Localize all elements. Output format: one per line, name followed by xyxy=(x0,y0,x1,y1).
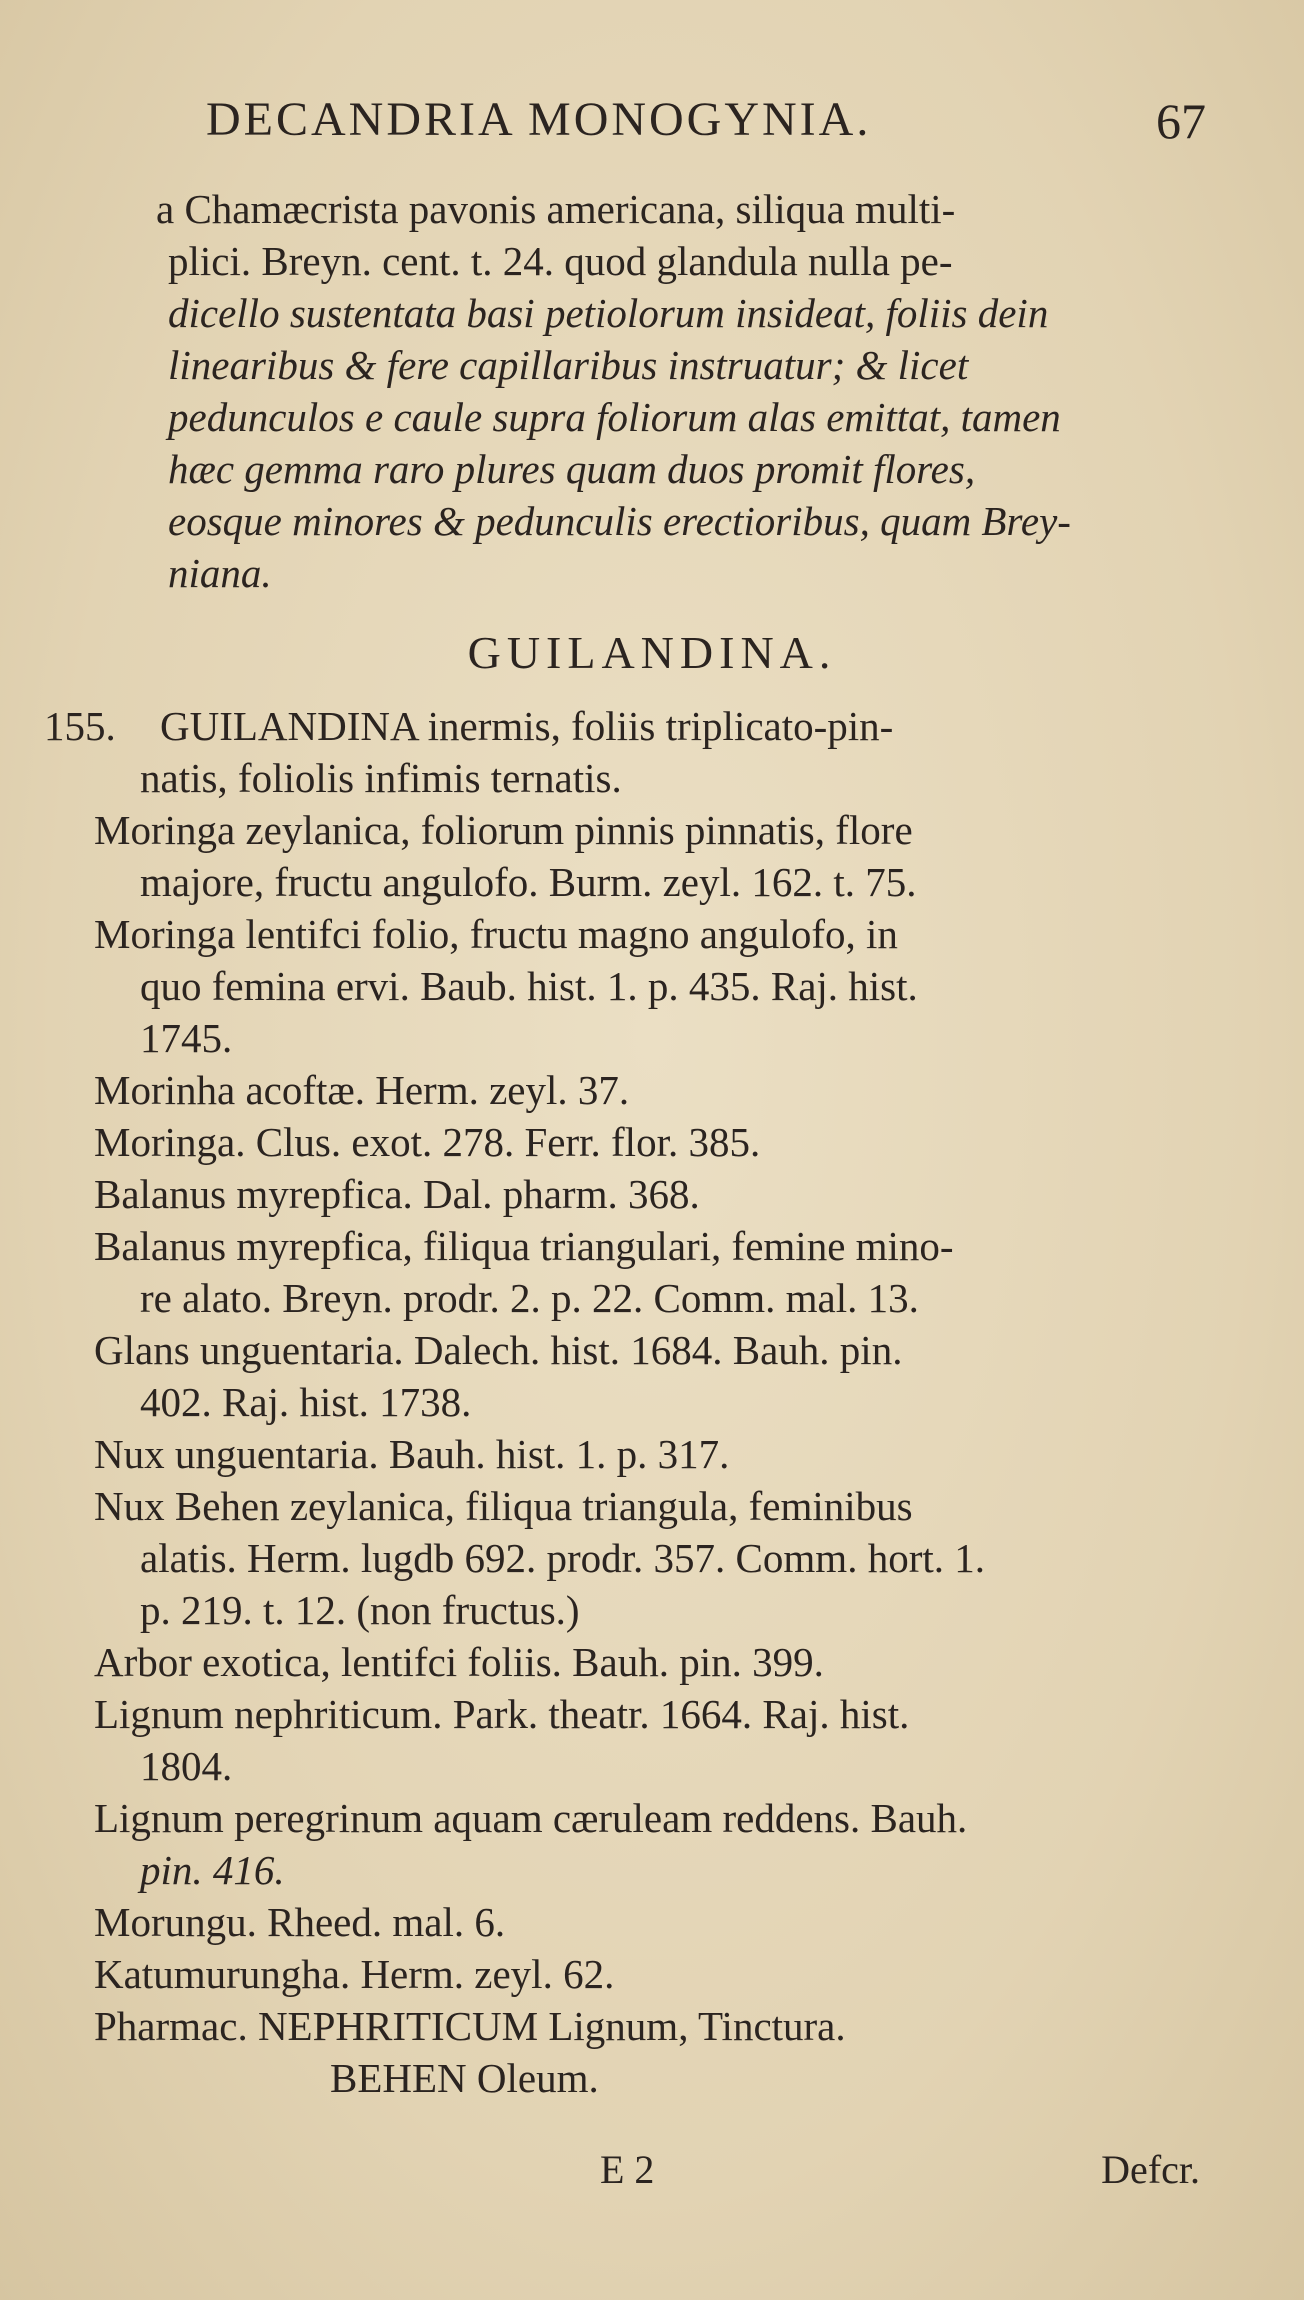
text-line: Nux Behen zeylanica, filiqua triangula, feminibus xyxy=(94,1483,913,1529)
text-line: Pharmac. NEPHRITICUM Lignum, Tinctura. xyxy=(94,2003,846,2049)
running-title: DECANDRIA MONOGYNIA. xyxy=(206,93,872,146)
text-line: Morinha acoftæ. Herm. zeyl. 37. xyxy=(94,1067,630,1113)
text-line: Lignum nephriticum. Park. theatr. 1664. Raj. hist. xyxy=(94,1691,910,1737)
text-line: Glans unguentaria. Dalech. hist. 1684. Bauh. pin. xyxy=(94,1327,903,1373)
text-line: quo femina ervi. Baub. hist. 1. p. 435. Raj. hist. xyxy=(140,963,918,1009)
text-line: hæc gemma raro plures quam duos promit flores, xyxy=(168,446,976,492)
text-line: dicello sustentata basi petiolorum insideat, foliis dein xyxy=(168,290,1049,336)
text-line: linearibus & fere capillaribus instruatur; & licet xyxy=(168,342,969,388)
text-line: Balanus myrepfica. Dal. pharm. 368. xyxy=(94,1171,700,1217)
text-line: Katumurungha. Herm. zeyl. 62. xyxy=(94,1951,615,1997)
text-line: eosque minores & pedunculis erectioribus, quam Brey- xyxy=(168,498,1071,544)
text-line: alatis. Herm. lugdb 692. prodr. 357. Comm. hort. 1. xyxy=(140,1535,985,1581)
text-line: a Chamæcrista pavonis americana, siliqua multi- xyxy=(156,186,956,232)
text-line: Moringa zeylanica, foliorum pinnis pinnatis, flore xyxy=(94,807,913,853)
text-line: Nux unguentaria. Bauh. hist. 1. p. 317. xyxy=(94,1431,730,1477)
text-line: GUILANDINA inermis, foliis triplicato-pin- xyxy=(160,703,894,749)
text-line: Moringa. Clus. exot. 278. Ferr. flor. 385. xyxy=(94,1119,761,1165)
text-line: 402. Raj. hist. 1738. xyxy=(140,1379,472,1425)
running-header xyxy=(206,92,1206,152)
text-line: Arbor exotica, lentifci foliis. Bauh. pin. 399. xyxy=(94,1639,824,1685)
catchword: Defcr. xyxy=(1101,2147,1200,2192)
signature-mark: E 2 xyxy=(600,2147,655,2192)
text-line: Balanus myrepfica, filiqua triangulari, femine mino- xyxy=(94,1223,954,1269)
text-line: Moringa lentifci folio, fructu magno angulofo, in xyxy=(94,911,898,957)
text-line: 1745. xyxy=(140,1015,233,1061)
text-line: BEHEN Oleum. xyxy=(330,2055,599,2101)
text-line: Morungu. Rheed. mal. 6. xyxy=(94,1899,506,1945)
text-line: Lignum peregrinum aquam cæruleam reddens. Bauh. xyxy=(94,1795,968,1841)
text-line: re alato. Breyn. prodr. 2. p. 22. Comm. mal. 13. xyxy=(140,1275,919,1321)
text-line: 1804. xyxy=(140,1743,233,1789)
text-line: p. 219. t. 12. (non fructus.) xyxy=(140,1587,580,1633)
text-line: niana. xyxy=(168,550,272,596)
entry-number: 155. xyxy=(44,703,116,749)
page-number: 67 xyxy=(1156,93,1206,149)
text-line: plici. Breyn. cent. t. 24. quod glandula nulla pe- xyxy=(168,238,953,284)
text-line: pedunculos e caule supra foliorum alas emittat, tamen xyxy=(168,394,1061,440)
text-line: majore, fructu angulofo. Burm. zeyl. 162. t. 75. xyxy=(140,859,917,905)
text-line: natis, foliolis infimis ternatis. xyxy=(140,755,622,801)
text-line: pin. 416. xyxy=(140,1847,285,1893)
section-heading: GUILANDINA. xyxy=(467,627,837,678)
